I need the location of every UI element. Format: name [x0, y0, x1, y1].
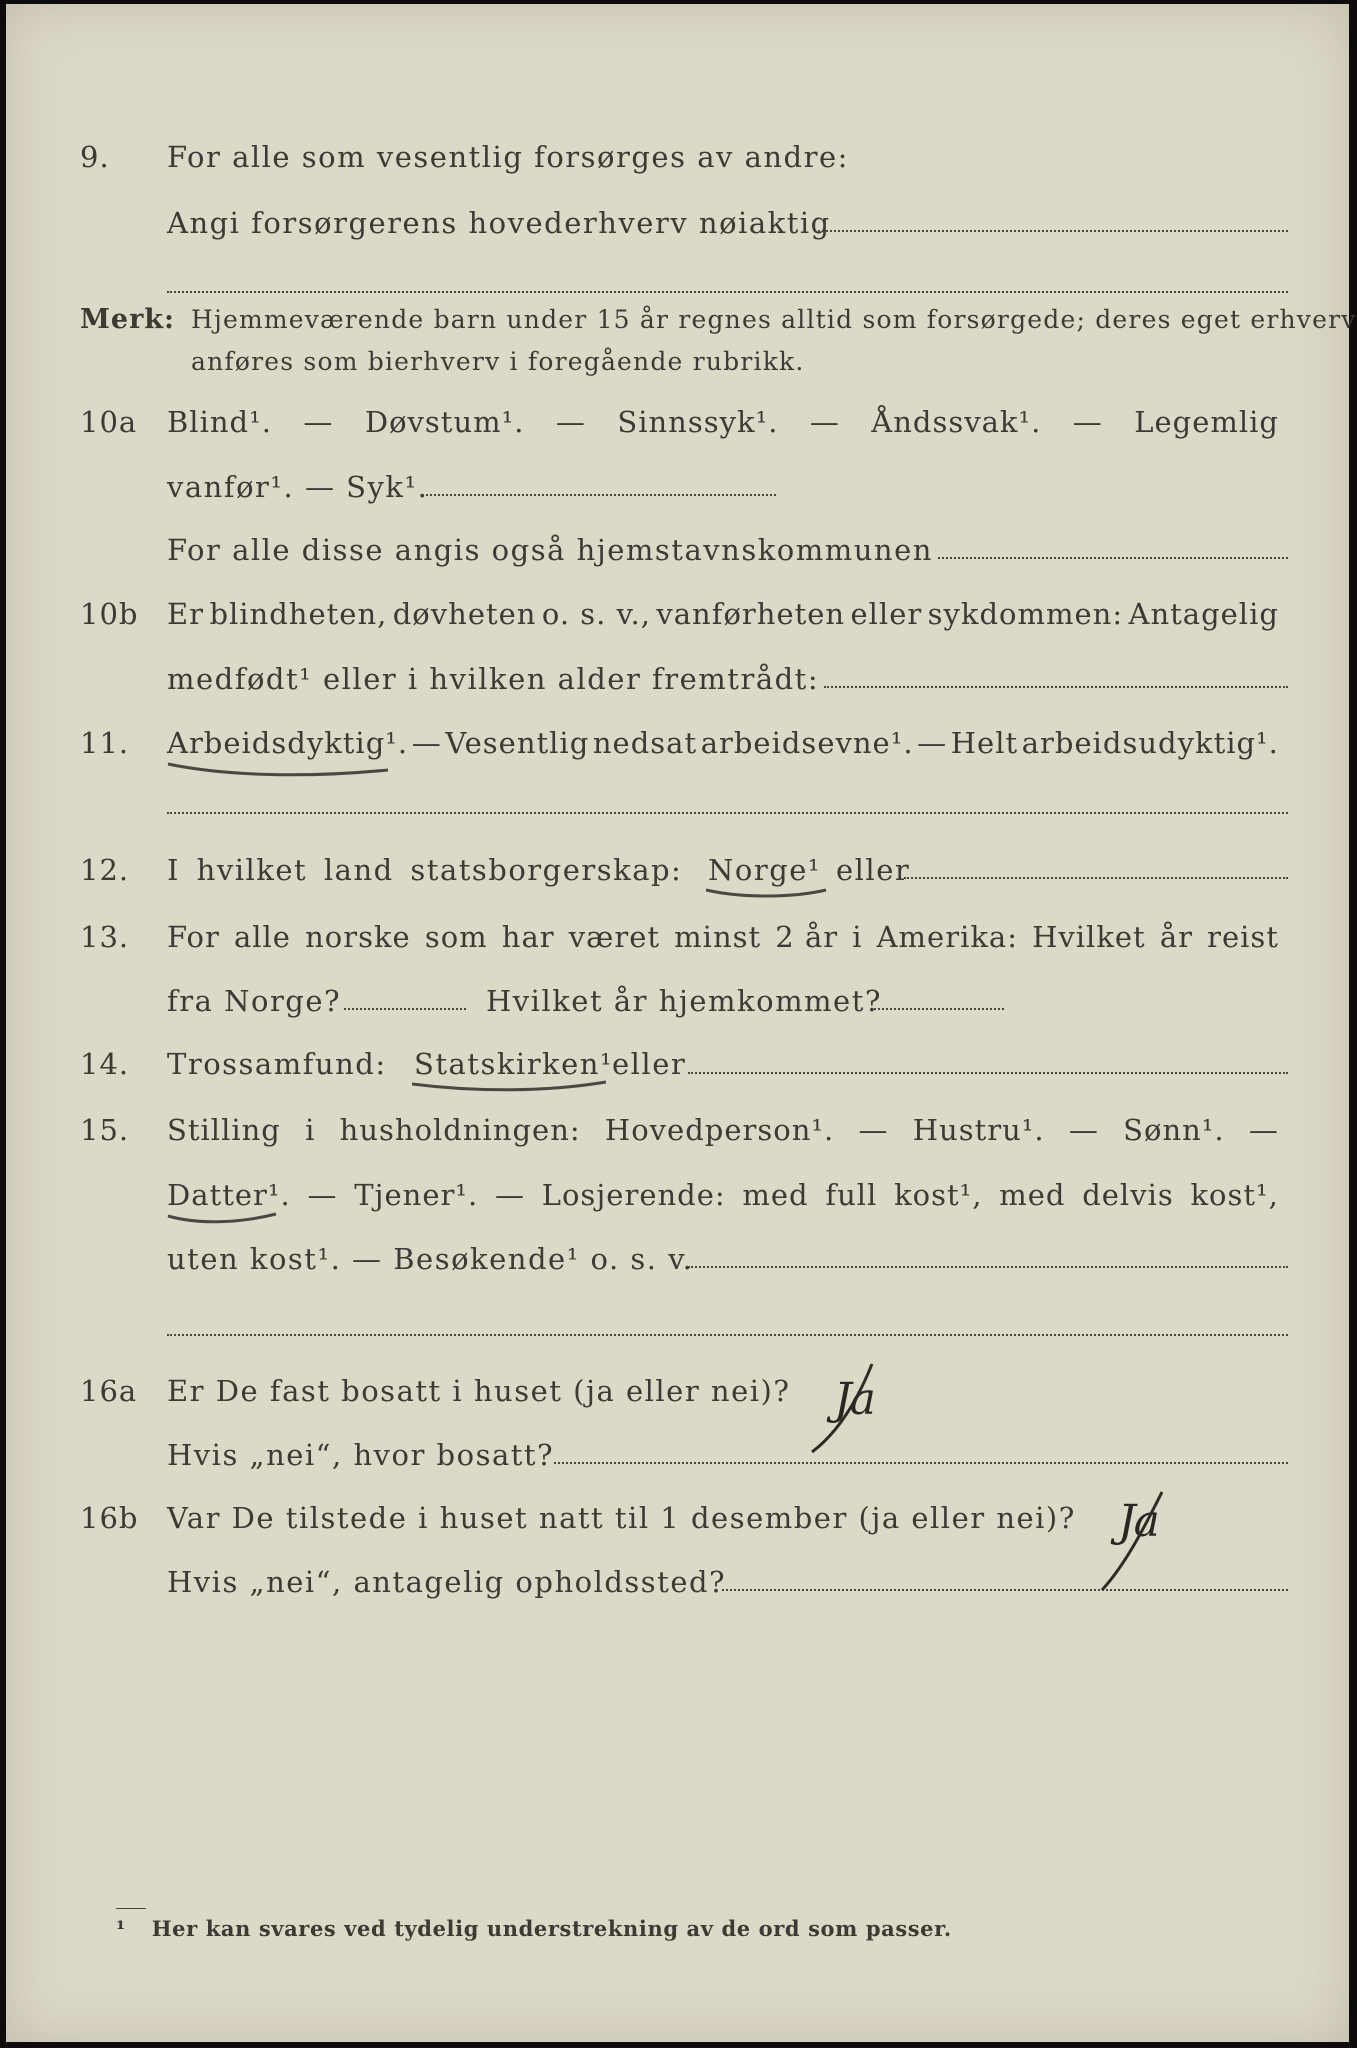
q15-word[interactable]: med	[999, 1178, 1066, 1212]
q15-word[interactable]: med	[742, 1178, 809, 1212]
q13-word: år	[1159, 920, 1193, 954]
q16a-question: Er De fast bosatt i huset (ja eller nei)?	[167, 1374, 791, 1408]
q15-options-3[interactable]: uten kost¹. — Besøkende¹ o. s. v.	[167, 1242, 694, 1276]
q10a-hjemstavn-line[interactable]	[938, 557, 1288, 559]
q10a-dash: —	[1072, 405, 1103, 439]
footnote	[116, 1916, 952, 1941]
q14-line1	[6, 1041, 1349, 1087]
footnote-rule	[116, 1908, 146, 1909]
q10a-line3	[6, 527, 1349, 573]
q14-choice-statskirken[interactable]: Statskirken¹	[414, 1047, 614, 1081]
q16b-line2	[6, 1559, 1349, 1605]
q10b-word: vanførheten	[656, 597, 846, 631]
q10a-dash: —	[555, 405, 586, 439]
q15-dash: —	[1068, 1113, 1099, 1147]
q9-answer-line-2[interactable]	[167, 291, 1288, 293]
q11-word[interactable]: nedsat	[592, 726, 698, 760]
q16a-line1	[6, 1368, 1349, 1414]
q11-line1	[6, 720, 1349, 766]
q13-reist-question: fra Norge?	[167, 984, 342, 1018]
q10b-word: o. s. v.,	[541, 597, 651, 631]
q10a-dash: —	[303, 405, 334, 439]
q9-line2	[6, 200, 1349, 246]
q15-dash: —	[1248, 1113, 1279, 1147]
q11-number: 11.	[80, 726, 130, 760]
q15-word: husholdningen:	[339, 1113, 581, 1147]
q15-answer-line-2[interactable]	[167, 1334, 1288, 1336]
q10a-opt[interactable]: Åndssvak¹.	[871, 405, 1042, 439]
q15-opt[interactable]: Hustru¹.	[912, 1113, 1045, 1147]
q10b-answer-line[interactable]	[824, 686, 1288, 688]
q15-word: i	[305, 1113, 316, 1147]
q16a-bosatt-line[interactable]	[554, 1462, 1288, 1464]
q13-number: 13.	[80, 920, 130, 954]
q15-opt[interactable]: Sønn¹.	[1123, 1113, 1225, 1147]
q10b-line2	[6, 656, 1349, 702]
q11-word[interactable]: arbeidsevne¹.	[700, 726, 914, 760]
q12-number: 12.	[80, 853, 130, 887]
census-form-page	[6, 4, 1357, 2042]
q12-choice-norge[interactable]: Norge¹	[708, 853, 822, 887]
q15-options-2	[167, 1172, 1279, 1218]
q10b-word: sykdommen:	[927, 597, 1124, 631]
q13-word: som	[424, 920, 488, 954]
q10b-word: blindheten,	[209, 597, 388, 631]
q13-word: 2 år	[775, 920, 839, 954]
q13-word: For	[167, 920, 220, 954]
q15-dash: —	[494, 1178, 525, 1212]
q15-word: Losjerende:	[541, 1178, 726, 1212]
footnote-marker: ¹	[116, 1916, 126, 1941]
q9-answer-line[interactable]	[818, 230, 1288, 232]
q14-tail: eller	[612, 1047, 687, 1081]
q10b-question-sub: medfødt¹ eller i hvilken alder fremtrådt:	[167, 662, 820, 696]
q16b-opholdssted-line[interactable]	[722, 1589, 1288, 1591]
q13-hjemkommet-line[interactable]	[874, 1008, 1004, 1010]
q15-options	[167, 1107, 1279, 1153]
q11-answer-line[interactable]	[167, 812, 1288, 814]
q10b-word: Er	[167, 597, 205, 631]
q10a-hjemstavn-question: For alle disse angis også hjemstavnskommunen	[167, 533, 933, 567]
q10b-word: Antagelig	[1128, 597, 1279, 631]
q10a-number: 10a	[80, 405, 138, 439]
q14-number: 14.	[80, 1047, 130, 1081]
q11-dash: —	[917, 726, 948, 760]
q10b-word: eller	[850, 597, 923, 631]
q15-word[interactable]: full	[825, 1178, 878, 1212]
q11-options	[167, 720, 1279, 766]
q13-word: minst	[674, 920, 762, 954]
q12-tail: eller	[836, 853, 911, 887]
q10a-opt[interactable]: Sinnssyk¹.	[617, 405, 779, 439]
merk-label: Merk:	[80, 304, 175, 335]
q10a-opt[interactable]: Døvstum¹.	[364, 405, 525, 439]
q13-word: alle	[233, 920, 291, 954]
q15-opt[interactable]: Hovedperson¹.	[604, 1113, 835, 1147]
q15-word[interactable]: kost¹,	[1190, 1178, 1279, 1212]
q13-word: Hvilket	[1032, 920, 1146, 954]
q10a-opt[interactable]: Legemlig	[1134, 405, 1279, 439]
q13-question	[167, 914, 1279, 960]
q13-word: norske	[305, 920, 411, 954]
q12-question: I hvilket land statsborgerskap:	[167, 853, 683, 887]
q10b-line1	[6, 591, 1349, 637]
q15-dash: —	[858, 1113, 889, 1147]
q10b-number: 10b	[80, 597, 139, 631]
q15-word[interactable]: delvis	[1082, 1178, 1174, 1212]
q15-line1	[6, 1107, 1349, 1153]
q15-line3	[6, 1236, 1349, 1282]
q13-word: har	[501, 920, 555, 954]
q16a-line2	[6, 1432, 1349, 1478]
q15-opt-datter[interactable]: Datter¹.	[167, 1178, 291, 1212]
q16b-question: Var De tilstede i huset natt til 1 desember (ja eller nei)?	[167, 1501, 1076, 1535]
q11-dash: —	[411, 726, 442, 760]
q10a-line2	[6, 464, 1349, 510]
q15-dash: —	[307, 1178, 338, 1212]
q9-question: For alle som vesentlig forsørges av andre:	[167, 140, 849, 174]
q10a-options-2[interactable]: vanfør¹. — Syk¹.	[167, 470, 429, 504]
q14-answer-line[interactable]	[688, 1072, 1288, 1074]
q16b-number: 16b	[80, 1501, 139, 1535]
q10a-answer-line[interactable]	[426, 494, 776, 496]
q11-opt-arbeidsdyktig[interactable]: Arbeidsdyktig¹.	[167, 726, 409, 760]
q15-line2	[6, 1172, 1349, 1218]
q12-answer-line[interactable]	[904, 877, 1288, 879]
q10a-dash: —	[809, 405, 840, 439]
q13-word: reist	[1207, 920, 1279, 954]
q15-opt[interactable]: Tjener¹.	[354, 1178, 479, 1212]
q15-word: Stilling	[167, 1113, 281, 1147]
q13-reist-line[interactable]	[344, 1008, 466, 1010]
q13-hjemkommet-question: Hvilket år hjemkommet?	[486, 984, 882, 1018]
q16b-opholdssted-question: Hvis „nei“, antagelig opholdssted?	[167, 1565, 727, 1599]
q10b-question	[167, 591, 1279, 637]
q13-line1	[6, 914, 1349, 960]
q13-word: i	[852, 920, 863, 954]
q11-word[interactable]: Vesentlig	[445, 726, 590, 760]
q15-number: 15.	[80, 1113, 130, 1147]
footnote-text: Her kan svares ved tydelig understrekning av de ord som passer.	[151, 1916, 952, 1941]
q9-number: 9.	[80, 140, 110, 174]
q10a-opt[interactable]: Blind¹.	[167, 405, 272, 439]
q16a-handwritten-answer[interactable]: Ja	[834, 1374, 874, 1425]
merk-text-1: Hjemmeværende barn under 15 år regnes alltid som forsørgede; deres eget erhverv	[191, 305, 1357, 334]
q12-line1	[6, 847, 1349, 893]
q11-word[interactable]: Helt	[950, 726, 1019, 760]
q13-line2	[6, 978, 1349, 1024]
q10b-word: døvheten	[392, 597, 537, 631]
merk-text-2: anføres som bierhverv i foregående rubrikk.	[191, 347, 805, 376]
q15-answer-line[interactable]	[688, 1266, 1288, 1268]
q15-word[interactable]: kost¹,	[894, 1178, 983, 1212]
q10a-line1	[6, 399, 1349, 445]
q13-word: Amerika:	[876, 920, 1018, 954]
q10a-options	[167, 399, 1279, 445]
q9-line1	[6, 134, 1349, 180]
q16a-number: 16a	[80, 1374, 138, 1408]
q14-question: Trossamfund:	[167, 1047, 387, 1081]
q13-word: været	[568, 920, 661, 954]
q16a-bosatt-question: Hvis „nei“, hvor bosatt?	[167, 1438, 555, 1472]
q9-question-sub: Angi forsørgerens hovederhverv nøiaktig	[167, 206, 831, 240]
q16b-handwritten-answer[interactable]: Ja	[1118, 1496, 1158, 1547]
q11-word[interactable]: arbeidsudyktig¹.	[1021, 726, 1279, 760]
